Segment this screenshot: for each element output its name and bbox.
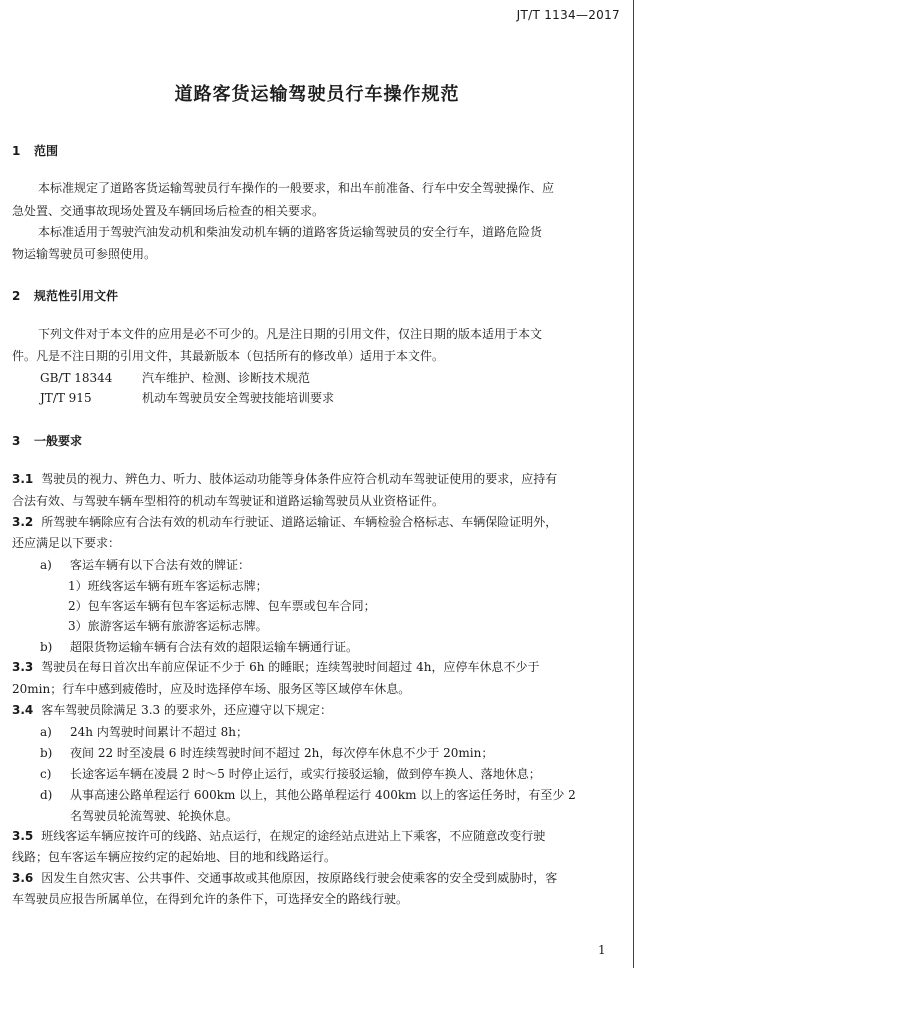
- reference-title: 汽车维护、检测、诊断技术规范: [142, 371, 311, 385]
- clause-number: 3.2: [12, 515, 34, 529]
- section-title: 规范性引用文件: [34, 289, 119, 303]
- list-text: 夜间 22 时至凌晨 6 时连续驾驶时间不超过 2h，每次停车休息不少于 20min；: [70, 746, 494, 760]
- sub-list-item: 3）旅游客运车辆有旅游客运标志牌。: [68, 619, 268, 633]
- refs-intro-line-1: 下列文件对于本文件的应用是必不可少的。凡是注日期的引用文件，仅注日期的版本适用于本文: [38, 327, 543, 341]
- reference-item: [40, 389, 334, 406]
- list-marker: a): [40, 558, 52, 572]
- list-item: [40, 765, 541, 782]
- clause-3-6-line-2: 车驾驶员应报告所属单位，在得到允许的条件下，可选择安全的路线行驶。: [12, 892, 409, 906]
- clause-3-3-line-1: [12, 659, 622, 675]
- list-text: 24h 内驾驶时间累计不超过 8h；: [70, 725, 248, 739]
- reference-code: JT/T 915: [40, 391, 92, 405]
- list-text: 从事高速公路单程运行 600km 以上，其他公路单程运行 400km 以上的客运任务时，有至少 2: [70, 788, 576, 802]
- section-1-heading: [12, 142, 58, 159]
- scope-paragraph-1-line-1: 本标准规定了道路客货运输驾驶员行车操作的一般要求，和出车前准备、行车中安全驾驶操作、应: [38, 181, 555, 195]
- clause-text: 驾驶员在每日首次出车前应保证不少于 6h 的睡眠；连续驾驶时间超过 4h，应停车休息不少于: [41, 660, 540, 674]
- clause-text: 驾驶员的视力、辨色力、听力、肢体运动功能等身体条件应符合机动车驾驶证使用的要求，应持有: [41, 472, 558, 486]
- clause-3-5-line-2: 线路；包车客运车辆应按约定的起始地、目的地和线路运行。: [12, 850, 337, 864]
- clause-text: 因发生自然灾害、公共事件、交通事故或其他原因，按原路线行驶会使乘客的安全受到威胁时，客: [41, 871, 558, 885]
- section-number: 3: [12, 434, 21, 448]
- list-item: [40, 786, 576, 803]
- clause-3-5-line-1: [12, 828, 622, 844]
- reference-title: 机动车驾驶员安全驾驶技能培训要求: [142, 391, 335, 405]
- list-item: [40, 723, 248, 740]
- list-text: 长途客运车辆在凌晨 2 时～5 时停止运行，或实行接驳运输，做到停车换人、落地休息；: [70, 767, 541, 781]
- clause-text: 所驾驶车辆除应有合法有效的机动车行驶证、道路运输证、车辆检验合格标志、车辆保险证明外，: [41, 515, 558, 529]
- clause-3-1-line-1: [12, 471, 622, 487]
- list-marker: b): [40, 746, 53, 760]
- clause-3-2-line-2: 还应满足以下要求：: [12, 536, 121, 550]
- clause-number: 3.4: [12, 703, 34, 717]
- list-item: [40, 638, 358, 655]
- clause-number: 3.6: [12, 871, 34, 885]
- reference-code: GB/T 18344: [40, 371, 113, 385]
- clause-3-3-line-2: 20min；行车中感到疲倦时，应及时选择停车场、服务区等区域停车休息。: [12, 682, 411, 696]
- standard-number: JT/T 1134—2017: [516, 8, 620, 22]
- list-marker: a): [40, 725, 52, 739]
- list-text: 超限货物运输车辆有合法有效的超限运输车辆通行证。: [70, 640, 359, 654]
- clause-number: 3.1: [12, 472, 34, 486]
- section-2-heading: [12, 287, 118, 304]
- list-text: 客运车辆有以下合法有效的牌证：: [70, 558, 251, 572]
- clause-text: 班线客运车辆应按许可的线路、站点运行，在规定的途经站点进站上下乘客，不应随意改变行驶: [41, 829, 546, 843]
- clause-3-6-line-1: [12, 870, 622, 886]
- sub-list-item: 2）包车客运车辆有包车客运标志牌、包车票或包车合同；: [68, 599, 376, 613]
- list-item-continuation: [40, 807, 238, 824]
- list-marker: d): [40, 788, 53, 802]
- clause-number: 3.5: [12, 829, 34, 843]
- reference-item: [40, 369, 310, 386]
- list-text: 名驾驶员轮流驾驶、轮换休息。: [70, 809, 239, 823]
- scope-paragraph-2-line-1: 本标准适用于驾驶汽油发动机和柴油发动机车辆的道路客货运输驾驶员的安全行车，道路危险货: [38, 225, 543, 239]
- section-3-heading: [12, 432, 82, 449]
- page-number: 1: [598, 943, 606, 957]
- scope-paragraph-1-line-2: 急处置、交通事故现场处置及车辆回场后检查的相关要求。: [12, 204, 325, 218]
- list-item: [40, 744, 493, 761]
- page-edge-rule: [633, 0, 634, 968]
- clause-3-4-line-1: [12, 702, 622, 718]
- clause-3-1-line-2: 合法有效、与驾驶车辆车型相符的机动车驾驶证和道路运输驾驶员从业资格证件。: [12, 494, 445, 508]
- list-marker: c): [40, 767, 52, 781]
- scope-paragraph-2-line-2: 物运输驾驶员可参照使用。: [12, 247, 157, 261]
- clause-text: 客车驾驶员除满足 3.3 的要求外，还应遵守以下规定：: [41, 703, 332, 717]
- clause-3-2-line-1: [12, 514, 622, 530]
- sub-list-item: 1）班线客运车辆有班车客运标志牌；: [68, 579, 268, 593]
- document-title: 道路客货运输驾驶员行车操作规范: [174, 84, 460, 105]
- section-title: 一般要求: [34, 434, 83, 448]
- list-marker: b): [40, 640, 53, 654]
- section-number: 2: [12, 289, 21, 303]
- section-title: 范围: [34, 144, 59, 158]
- refs-intro-line-2: 件。凡是不注日期的引用文件，其最新版本（包括所有的修改单）适用于本文件。: [12, 349, 445, 363]
- list-item: [40, 556, 250, 573]
- section-number: 1: [12, 144, 21, 158]
- clause-number: 3.3: [12, 660, 34, 674]
